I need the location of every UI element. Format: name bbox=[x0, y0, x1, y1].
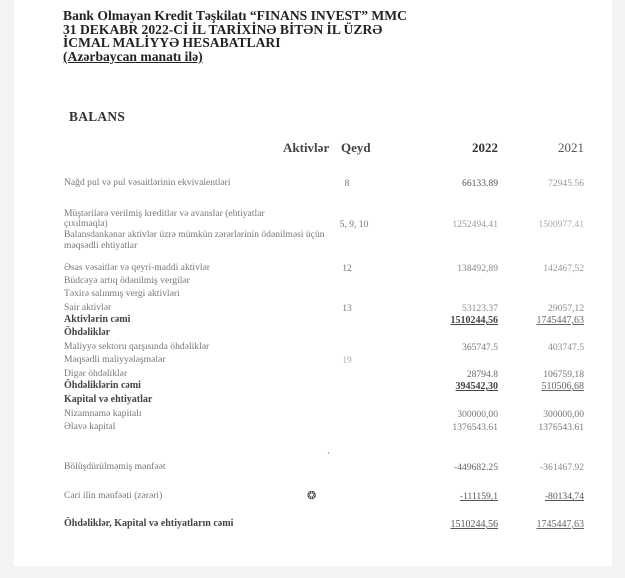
row-label: Əsas vəsaitlər və qeyri-maddi aktivlər bbox=[64, 262, 210, 273]
row-value-2021: 1745447,63 bbox=[536, 315, 584, 326]
row-value-2022: 1252494.41 bbox=[452, 219, 498, 230]
row-value-2022: 300000,00 bbox=[457, 409, 498, 420]
row-value-2021: 300000,00 bbox=[543, 409, 584, 420]
row-note: 5, 9, 10 bbox=[339, 219, 369, 230]
row-label: Bölüşdürülməmiş mənfəət bbox=[64, 461, 166, 472]
row-label: Balansdankənar aktivlər üzrə mümkün zərərlərinin ödənilməsi üçün bbox=[64, 229, 325, 240]
row-value-2021: 142467,52 bbox=[543, 263, 584, 274]
row-label: Nizamnamə kapitalı bbox=[64, 408, 142, 419]
row-label: Məqsədli maliyyələşmələr bbox=[64, 354, 166, 365]
currency-note: (Azərbaycan manatı ilə) bbox=[63, 48, 203, 64]
row-value-2022: -111159,1 bbox=[459, 491, 498, 502]
row-label: Müştərilərə verilmiş kreditlər və avanslar (ehtiyatlar bbox=[64, 208, 265, 219]
row-value-2021: 403747.5 bbox=[548, 342, 584, 353]
column-header-2022: 2022 bbox=[472, 140, 498, 155]
row-label: Təxirə salınmış vergi aktivləri bbox=[64, 288, 180, 299]
row-note: 13 bbox=[342, 303, 352, 314]
row-value-2022: 53123.37 bbox=[462, 303, 498, 314]
row-label: Kapital və ehtiyatlar bbox=[64, 394, 153, 405]
company-name: Bank Olmayan Kredit Təşkilatı “FINANS INVEST” MMC bbox=[63, 8, 407, 23]
report-header bbox=[63, 9, 407, 63]
row-label: Nağd pul və pul vəsaitlərinin ekvivalentləri bbox=[64, 177, 231, 188]
report-title: İCMAL MALİYYƏ HESABATLARI bbox=[63, 35, 281, 51]
row-value-2021: 29057,12 bbox=[548, 303, 584, 314]
row-value-2022: 28794.8 bbox=[466, 369, 498, 380]
row-label: Öhdəliklər bbox=[64, 327, 111, 338]
row-value-2021: -361467.92 bbox=[540, 462, 584, 473]
row-value-2022: 138492,89 bbox=[457, 263, 498, 274]
row-value-2022: 1376543.61 bbox=[452, 422, 498, 433]
scan-speck: · bbox=[327, 448, 330, 458]
row-note: 12 bbox=[342, 263, 352, 274]
document-page bbox=[14, 0, 612, 566]
row-value-2022: 1510244,56 bbox=[450, 519, 498, 530]
row-label: Digər öhdəliklər bbox=[64, 368, 128, 379]
row-note: 8 bbox=[344, 178, 350, 189]
column-header-2021: 2021 bbox=[558, 140, 584, 155]
scan-mark: ❂ bbox=[307, 490, 317, 502]
column-header-assets: Aktivlər bbox=[283, 140, 330, 155]
row-value-2021: 510506,68 bbox=[541, 381, 584, 392]
row-value-2021: 106759,18 bbox=[543, 369, 584, 380]
row-value-2022: 66133.89 bbox=[462, 178, 498, 189]
row-label-cont: çıxılmaqla) bbox=[64, 218, 108, 229]
row-value-2021: 1745447,63 bbox=[536, 519, 584, 530]
row-note: 19 bbox=[342, 355, 352, 366]
row-label: Sair aktivlər bbox=[64, 302, 112, 313]
row-label: Aktivlərin cəmi bbox=[64, 314, 131, 325]
row-value-2021: 1500977.41 bbox=[538, 219, 584, 230]
row-value-2022: 394542,30 bbox=[455, 381, 498, 392]
row-label: Cari ilin mənfəəti (zərəri) bbox=[64, 490, 163, 501]
row-label: Öhdəliklər, Kapital və ehtiyatların cəmi bbox=[64, 518, 234, 529]
row-label-cont: məqsədli ehtiyatlar bbox=[64, 240, 138, 251]
column-header-note: Qeyd bbox=[341, 140, 371, 155]
row-value-2021: -80134,74 bbox=[544, 491, 584, 502]
row-value-2022: 1510244,56 bbox=[450, 315, 498, 326]
row-label: Öhdəliklərin cəmi bbox=[64, 380, 141, 391]
row-value-2021: 72945.56 bbox=[548, 178, 584, 189]
row-value-2021: 1376543.61 bbox=[538, 422, 584, 433]
row-label: Maliyyə sektoru qarşısında öhdəliklər bbox=[64, 341, 210, 352]
row-label: Əlavə kapital bbox=[64, 421, 116, 432]
row-value-2022: -449682.25 bbox=[454, 462, 498, 473]
section-title: BALANS bbox=[69, 109, 126, 124]
row-label: Büdcəyə artıq ödənilmiş vergilər bbox=[64, 275, 190, 286]
report-period: 31 DEKABR 2022-Cİ İL TARİXİNƏ BİTƏN İL ÜZRƏ bbox=[63, 21, 383, 37]
row-value-2022: 365747.5 bbox=[462, 342, 498, 353]
